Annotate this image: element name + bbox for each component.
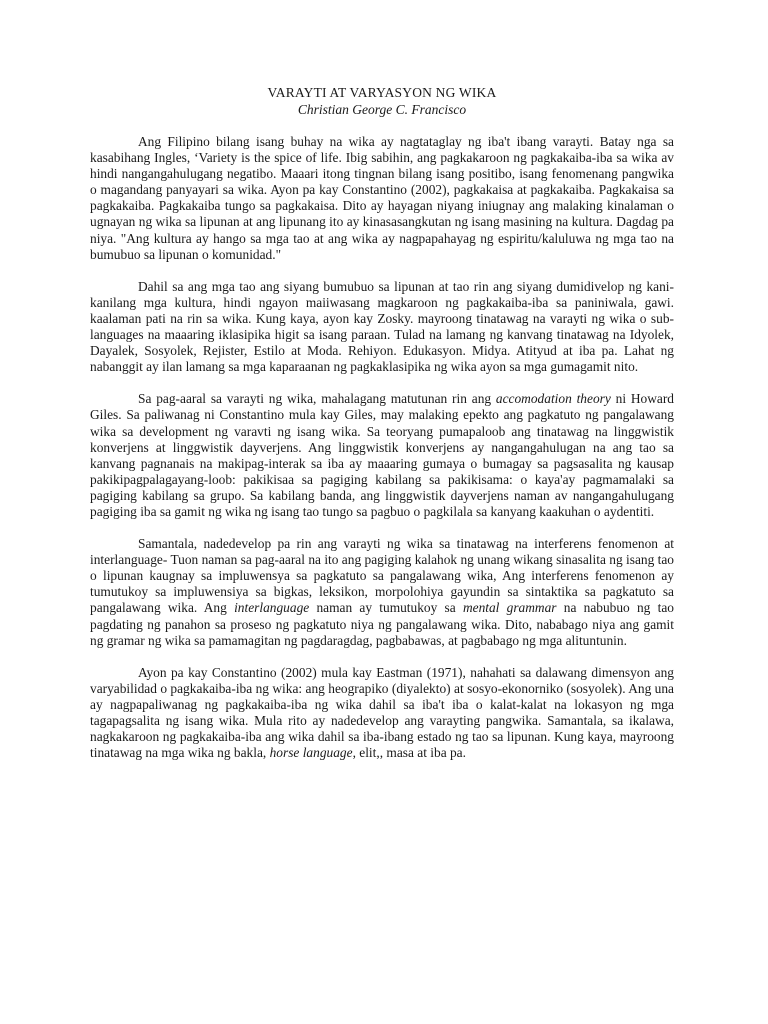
text-run: , elit,, masa at iba pa. bbox=[352, 745, 466, 761]
document-page bbox=[90, 84, 674, 777]
text-run: Samantala, nadedevelop pa rin ang varayti ng wika sa tinatawag na interferens fenomenon at interlanguage- Tuon naman sa pag-aaral na ito ang pagiging kalahok ng unang wikang sinasalita ng isang tao o lipunan kaugnay sa impluwensya sa pagkatuto sa pangalawang wika, Ang interferens fenomenon ay tumutukoy sa impluwensiya sa bigkas, leksikon, morpolohiya gayundin sa sintaktika sa pagkatuto sa pangalawang wika. Ang bbox=[90, 536, 674, 616]
paragraph-2 bbox=[90, 279, 674, 376]
text-run: naman ay tumutukoy sa bbox=[309, 600, 463, 616]
italic-term: accomodation theory bbox=[495, 391, 611, 407]
italic-term: mental grammar bbox=[462, 600, 557, 616]
text-run: ni Howard Giles. Sa paliwanag ni Constantino mula kay Giles, may malaking epekto ang pagkatuto ng pangalawang wika sa development ng varavti ng isang wika. Sa teoryang pumapaloob ang tinatawag na linggwistik konverjens at linggwistik dayverjens. Ang linggwistik konverjens ay nangangahulugan na ang tao sa kanvang pagnanais na makipag-interak sa iba ay maaaring gumaya o bumagay sa pagsasalita ng kausap pakikipagpalagayang-loob: pakikisaa sa pagiging kabilang sa pakikisama: o kaya'ay pagmamalaki sa pagiging kabilang sa grupo. Sa kabilang banda, ang linggwistik dayverjens naman av nangangahulugang pagiging iba sa gamit ng wika ng isang tao tungo sa pagbuo o pagkilala sa kanyang kaakuhan o aydentiti. bbox=[90, 391, 674, 519]
text-run: Ang Filipino bilang isang buhay na wika ay nagtataglay ng iba't ibang varayti. Batay nga sa kasabihang Ingles, ‘Variety is the spice of life. Ibig sabihin, ang pagkakaroon ng pagkakaiba-iba sa wika av hindi nangangahulugang negatibo. Maaari itong tingnan bilang isang positibo, isang fenomenang pangwika o magandang panyayari sa wika. Ayon pa kay Constantino (2002), pagkakaisa at pagkakaiba. Pagkakaisa sa pagkakaiba. Pagkakaiba tungo sa pagkakaisa. Dito ay hayagan niyang iniugnay ang malaking kinalaman o ugnayan ng wika sa lipunan at ang lipunang ito ay kinasasangkutan ng isang masining na kultura. Dagdag pa niya. "Ang kultura ay hango sa mga tao at ang wika ay nagpapahayag ng espiritu/kaluluwa ng mga tao na bumubuo sa lipunan o komunidad." bbox=[90, 134, 674, 262]
italic-term: horse language bbox=[269, 745, 353, 761]
paragraph-1 bbox=[90, 134, 674, 263]
text-run: Sa pag-aaral sa varayti ng wika, mahalagang matutunan rin ang bbox=[138, 391, 496, 407]
text-run: Dahil sa ang mga tao ang siyang bumubuo sa lipunan at tao rin ang siyang dumidivelop ng kani-kanilang mga kultura, hindi ngayon maiiwasang magkaroon ng pagkakaiba-iba sa paniniwala, gawi. kaalaman pati na rin sa wika. Kung kaya, ayon kay Zosky. mayroong tinatawag na varayti ng wika o sub-languages na maaaring iklasipika higit sa isang paraan. Tulad na lamang ng kanvang tinatawag na Idyolek, Dayalek, Sosyolek, Rejister, Estilo at Moda. Rehiyon. Edukasyon. Midya. Atityud at iba pa. Lahat ng nabanggit ay ilan lamang sa mga kaparaanan ng pagkaklasipika ng wika ayon sa mga gumagamit nito. bbox=[90, 278, 674, 375]
document-title: VARAYTI AT VARYASYON NG WIKA bbox=[267, 85, 497, 100]
text-run: na nabubuo ng tao pagdating ng panahon sa proseso ng pagkatuto niya ng pangalawang wika. Dito, nababago niya ang gamit ng gramar ng wika sa pamamagitan ng pagdaragdag, pagbabawas, at pagbabago ng mga alituntunin. bbox=[90, 600, 674, 648]
paragraph-4 bbox=[90, 536, 674, 649]
text-run: Ayon pa kay Constantino (2002) mula kay Eastman (1971), nahahati sa dalawang dimensyon ang varyabilidad o pagkakaiba-iba ng wika: ang heograpiko (diyalekto) at sosyo-ekonorniko (sosyolek). Ang una ay nagpapaliwanag ng pagkakaiba-iba ng wika dahil sa iba't iba o kalat-kalat na lokasyon ng mga tagapagsalita ng isang wika. Mula rito ay nadedevelop ang varayting pangwika. Samantala, sa ikalawa, nagkakaroon ng pagkakaiba-iba ang wika dahil sa iba-ibang estado ng tao sa lipunan. Kung kaya, mayroong tinatawag na mga wika ng bakla, bbox=[90, 664, 674, 761]
paragraph-3 bbox=[90, 391, 674, 520]
document-author: Christian George C. Francisco bbox=[297, 102, 467, 117]
italic-term: interlanguage bbox=[234, 600, 310, 616]
paragraph-5 bbox=[90, 665, 674, 762]
